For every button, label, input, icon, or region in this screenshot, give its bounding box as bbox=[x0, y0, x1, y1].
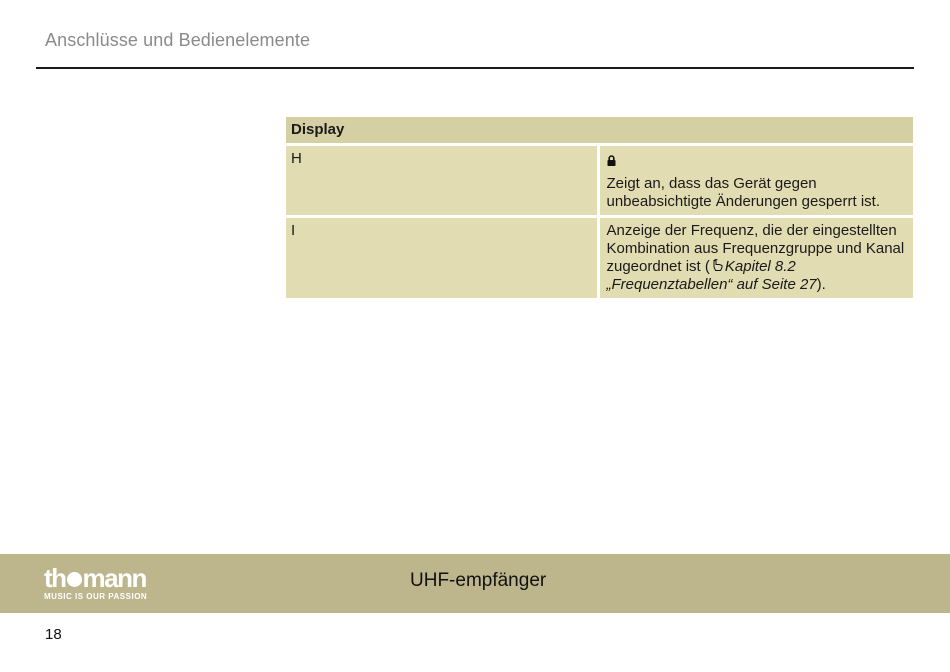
pointing-hand-icon bbox=[712, 259, 724, 272]
table-header-row bbox=[286, 117, 913, 143]
row-text: Anzeige der Frequenz, die der eingestellten Kombination aus Frequenzgruppe und Kanal zugeordnet ist ( bbox=[606, 222, 905, 275]
row-text: Zeigt an, dass das Gerät gegen unbeabsichtigte Änderungen gesperrt ist. bbox=[606, 175, 881, 210]
chapter-reference-link[interactable]: Kapitel 8.2 „Frequenztabellen“ auf Seite 27 bbox=[606, 258, 817, 293]
page-number: 18 bbox=[45, 626, 62, 643]
header-divider bbox=[36, 67, 914, 69]
table-heading: Display bbox=[286, 117, 913, 143]
row-description bbox=[600, 146, 914, 215]
row-text-end: ). bbox=[816, 276, 826, 293]
footer-band bbox=[0, 554, 950, 613]
row-description bbox=[600, 218, 914, 298]
table-row bbox=[286, 146, 913, 215]
table-row bbox=[286, 218, 913, 298]
logo-tagline: MUSIC IS OUR PASSION bbox=[44, 592, 148, 601]
display-table bbox=[286, 114, 913, 301]
section-title: Anschlüsse und Bedienelemente bbox=[45, 30, 311, 50]
row-key: I bbox=[286, 218, 600, 298]
thomann-logo: th mann MUSIC IS OUR PASSION bbox=[44, 563, 148, 601]
product-name: UHF-empfänger bbox=[410, 570, 547, 591]
row-key: H bbox=[286, 146, 600, 215]
lock-icon bbox=[607, 153, 616, 164]
